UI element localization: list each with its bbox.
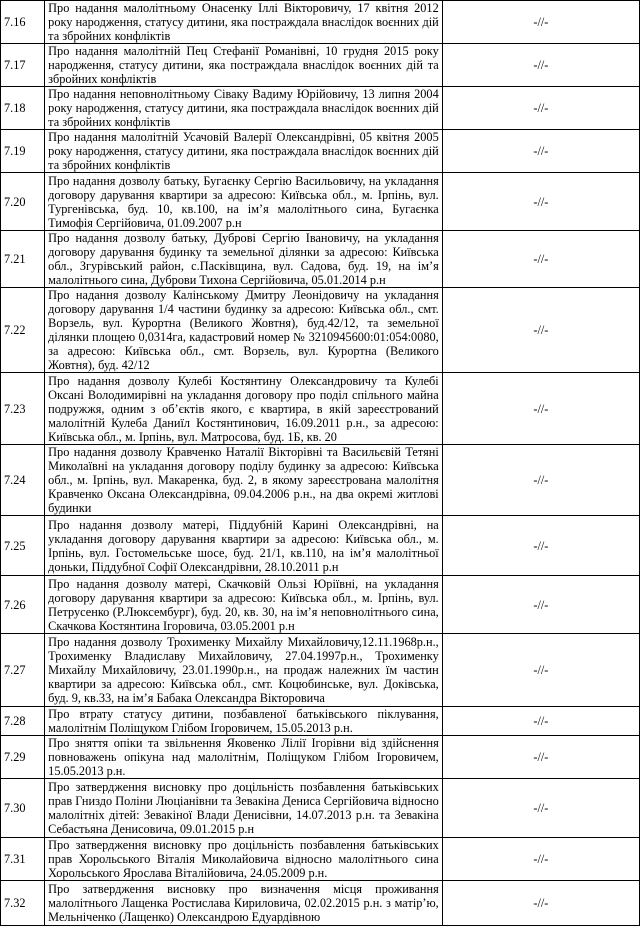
item-description: Про надання малолітній Усачовій Валерії Олександрівні, 05 квітня 2005 року народження, статусу дитини, яка постраждала внаслідок воєнних дій та збройних конфліктів (45, 130, 443, 173)
agenda-row (1, 779, 640, 838)
item-number: 7.20 (1, 173, 45, 231)
item-number: 7.16 (1, 1, 45, 44)
item-description: Про надання дозволу Кравченко Наталії Вікторівні та Васильєвій Тетяні Миколаївні на укладання договору поділу будинку за адресою: Київська обл., м. Ірпінь, вул. Макаренка, буд. 2, в якому зареєстрована малолітня Кравченко Оксана Олександрівна, 09.04.2006 р.н., на два окремі житлові будинки (45, 445, 443, 516)
item-description: Про надання дозволу Трохименку Михайлу Михайловичу,12.11.1968р.н., Трохименку Владиславу Михайловичу, 27.04.1997р.н., Трохименку Михайлу Михайловичу, 23.01.1990р.н., на продаж належних їм частин квартири за адресою: Київська обл., смт. Коцюбинське, вул. Доківська, буд. 9, кв.33, на ім’я Бабака Олександра Вікторовича (45, 634, 443, 707)
item-ditto-mark: -//- (442, 881, 639, 926)
item-number: 7.19 (1, 130, 45, 173)
item-ditto-mark: -//- (442, 173, 639, 231)
agenda-row (1, 373, 640, 445)
item-description: Про надання дозволу Кулебі Костянтину Олександровичу та Кулебі Оксані Володимирівні на укладання договору про поділ спільного майна подружжя, одним з об’єктів якого, є квартира, в якій зареєстрований малолітній Кулеба Даниїл Костянтинович, 16.09.2011 р.н., за адресою: Київська обл., м. Ірпінь, вул. Матросова, буд. 1Б, кв. 20 (45, 373, 443, 445)
item-number: 7.30 (1, 779, 45, 838)
agenda-row (1, 231, 640, 288)
agenda-row (1, 1, 640, 44)
item-description: Про надання дозволу батьку, Бугаєнку Сергію Васильовичу, на укладання договору дарування квартири за адресою: Київська обл., м. Ірпінь, вул. Тургенівська, буд. 10, кв.100, на ім’я малолітнього сина, Бугаєнка Тимофія Сергійовича, 01.09.2007 р.н (45, 173, 443, 231)
item-ditto-mark: -//- (442, 44, 639, 87)
agenda-row (1, 288, 640, 373)
item-description: Про надання малолітньому Онасенку Іллі Вікторовичу, 17 квітня 2012 року народження, статусу дитини, яка постраждала внаслідок воєнних дій та збройних конфліктів (45, 1, 443, 44)
item-description: Про надання малолітній Пец Стефанії Романівні, 10 грудня 2015 року народження, статусу дитини, яка постраждала внаслідок воєнних дій та збройних конфліктів (45, 44, 443, 87)
agenda-row (1, 445, 640, 516)
item-number: 7.22 (1, 288, 45, 373)
item-number: 7.31 (1, 838, 45, 881)
item-number: 7.17 (1, 44, 45, 87)
item-description: Про надання дозволу батьку, Дуброві Сергію Івановичу, на укладання договору дарування будинку та земельної ділянки за адресою: Київська обл., Згурівський район, с.Пасківщина, вул. Садова, буд. 19, на ім’я малолітнього сина, Дуброви Тихона Сергійовича, 05.01.2014 р.н (45, 231, 443, 288)
agenda-row (1, 44, 640, 87)
item-description: Про затвердження висновку про визначення місця проживання малолітнього Лащенка Ростислава Кириловича, 02.02.2015 р.н. з матір’ю, Мельніченко (Лащенко) Олександрою Едуардівною (45, 881, 443, 926)
item-description: Про затвердження висновку про доцільність позбавлення батьківських прав Хорольського Віталія Миколайовича відносно малолітнього сина Хорольського Ярослава Віталійовича, 24.05.2009 р.н. (45, 838, 443, 881)
agenda-row (1, 881, 640, 926)
item-ditto-mark: -//- (442, 130, 639, 173)
item-ditto-mark: -//- (442, 1, 639, 44)
agenda-row (1, 707, 640, 736)
item-number: 7.28 (1, 707, 45, 736)
item-ditto-mark: -//- (442, 736, 639, 779)
item-ditto-mark: -//- (442, 779, 639, 838)
item-number: 7.25 (1, 516, 45, 576)
item-number: 7.29 (1, 736, 45, 779)
item-number: 7.27 (1, 634, 45, 707)
item-ditto-mark: -//- (442, 707, 639, 736)
item-description: Про надання дозволу Калінському Дмитру Леонідовичу на укладання договору дарування 1/4 частини будинку за адресою: Київська обл., смт. Ворзель, вул. Курортна (Великого Жовтня), буд.42/12, та земельної ділянки площею 0,0314га, кадастровий номер № 3210945600:01:054:0080, за адресою: Київська обл., смт. Ворзель, вул. Курортна (Великого Жовтня), буд. 42/12 (45, 288, 443, 373)
agenda-row (1, 173, 640, 231)
agenda-row (1, 576, 640, 634)
item-ditto-mark: -//- (442, 445, 639, 516)
item-number: 7.26 (1, 576, 45, 634)
item-ditto-mark: -//- (442, 288, 639, 373)
item-number: 7.24 (1, 445, 45, 516)
agenda-row (1, 87, 640, 130)
item-ditto-mark: -//- (442, 87, 639, 130)
item-ditto-mark: -//- (442, 634, 639, 707)
item-ditto-mark: -//- (442, 373, 639, 445)
item-description: Про надання дозволу матері, Піддубній Карині Олександрівні, на укладання договору дарування квартири за адресою: Київська обл., м. Ірпінь, вул. Гостомельське шосе, буд. 21/1, кв.110, на ім’я малолітньої доньки, Піддубної Софії Олександрівни, 28.10.2011 р.н (45, 516, 443, 576)
item-number: 7.32 (1, 881, 45, 926)
item-description: Про надання неповнолітньому Сіваку Вадиму Юрійовичу, 13 липня 2004 року народження, статусу дитини, яка постраждала внаслідок воєнних дій та збройних конфліктів (45, 87, 443, 130)
agenda-row (1, 838, 640, 881)
item-description: Про затвердження висновку про доцільність позбавлення батьківських прав Гниздо Поліни Люціанівни та Зевакіна Дениса Сергійовича відносно малолітніх дітей: Зевакіної Влади Денисівни, 14.07.2013 р.н. та Зевакіна Себастьяна Денисовича, 09.01.2015 р.н (45, 779, 443, 838)
agenda-table-body (1, 1, 640, 926)
item-ditto-mark: -//- (442, 231, 639, 288)
item-description: Про втрату статусу дитини, позбавленої батьківського піклування, малолітнім Поліщуком Глібом Ігоровичем, 15.05.2013 р.н. (45, 707, 443, 736)
item-description: Про надання дозволу матері, Скачковій Ользі Юріївні, на укладання договору дарування квартири за адресою: Київська обл., м. Ірпінь, вул. Петрусенко (Р.Люксембург), буд. 20, кв. 30, на ім’я неповнолітнього сина, Скачкова Костянтина Ігоровича, 03.05.2001 р.н (45, 576, 443, 634)
item-number: 7.18 (1, 87, 45, 130)
item-ditto-mark: -//- (442, 516, 639, 576)
item-number: 7.21 (1, 231, 45, 288)
item-ditto-mark: -//- (442, 838, 639, 881)
agenda-row (1, 130, 640, 173)
agenda-row (1, 516, 640, 576)
agenda-row (1, 736, 640, 779)
item-description: Про зняття опіки та звільнення Яковенко Лілії Ігорівни від здійснення повноважень опікуна над малолітнім, Поліщуком Глібом Ігоровичем, 15.05.2013 р.н. (45, 736, 443, 779)
item-ditto-mark: -//- (442, 576, 639, 634)
agenda-row (1, 634, 640, 707)
item-number: 7.23 (1, 373, 45, 445)
